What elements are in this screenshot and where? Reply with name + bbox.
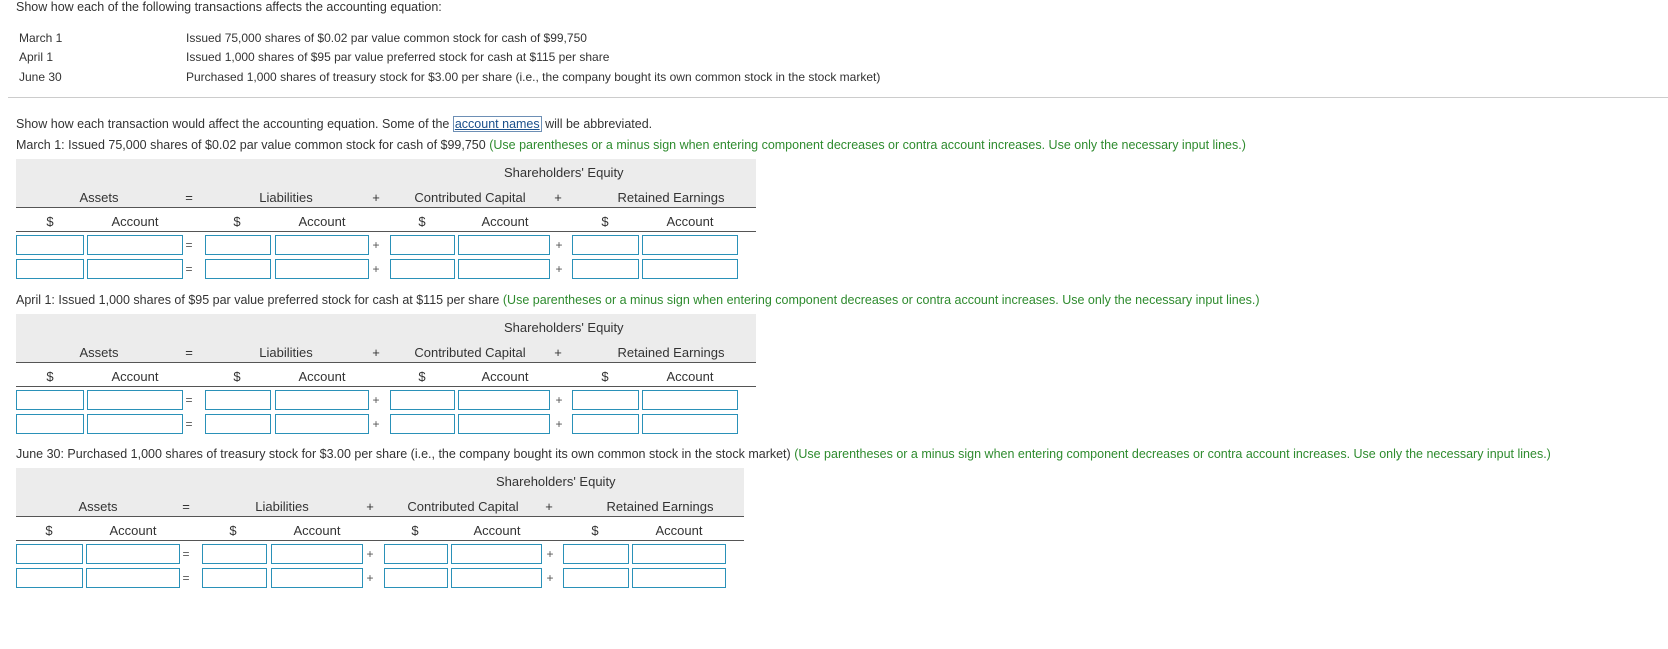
account-header: Account <box>298 369 346 384</box>
instruction-text <box>16 117 652 131</box>
retained-earnings-header: Retained Earnings <box>617 345 725 360</box>
account-header: Account <box>473 523 521 538</box>
contributed-account-input[interactable] <box>458 259 550 279</box>
plus-sign: + <box>546 571 554 585</box>
contributed-account-input[interactable] <box>458 414 550 434</box>
account-header: Account <box>666 369 714 384</box>
question-line <box>16 447 1551 461</box>
equals-sign: = <box>185 262 193 276</box>
liabilities-amount-input[interactable] <box>205 235 271 255</box>
contributed-amount-input[interactable] <box>384 544 448 564</box>
liabilities-amount-input[interactable] <box>202 544 267 564</box>
plus-header: + <box>372 345 380 360</box>
contributed-amount-input[interactable] <box>390 390 455 410</box>
assets-amount-input[interactable] <box>16 259 84 279</box>
equals-header: = <box>182 499 190 514</box>
account-header: Account <box>655 523 703 538</box>
plus-header: + <box>554 345 562 360</box>
assets-account-input[interactable] <box>87 414 183 434</box>
liabilities-amount-input[interactable] <box>205 259 271 279</box>
assets-account-input[interactable] <box>86 544 180 564</box>
dollar-header: $ <box>46 369 54 384</box>
retained-amount-input[interactable] <box>572 235 639 255</box>
dollar-header: $ <box>591 523 599 538</box>
account-header: Account <box>111 214 159 229</box>
header-band <box>16 159 756 184</box>
plus-sign: + <box>555 417 563 431</box>
liabilities-account-input[interactable] <box>271 544 363 564</box>
contributed-capital-header: Contributed Capital <box>414 345 526 360</box>
liabilities-account-input[interactable] <box>275 414 369 434</box>
plus-sign: + <box>372 417 380 431</box>
subheader-rule <box>16 540 744 541</box>
intro-text: Show how each of the following transactions affects the accounting equation: <box>16 0 442 14</box>
instruction-note: (Use parentheses or a minus sign when entering component decreases or contra account increases. Use only the necessary input lines.) <box>502 293 1260 307</box>
plus-sign: + <box>372 262 380 276</box>
contributed-amount-input[interactable] <box>390 235 455 255</box>
dollar-header: $ <box>418 214 426 229</box>
plus-header: + <box>372 190 380 205</box>
retained-earnings-header: Retained Earnings <box>606 499 714 514</box>
contributed-amount-input[interactable] <box>390 259 455 279</box>
shareholders-equity-header: Shareholders' Equity <box>496 474 616 489</box>
contributed-account-input[interactable] <box>458 390 550 410</box>
retained-amount-input[interactable] <box>572 259 639 279</box>
plus-header: + <box>366 499 374 514</box>
retained-earnings-header: Retained Earnings <box>617 190 725 205</box>
equals-sign: = <box>185 238 193 252</box>
dollar-header: $ <box>46 214 54 229</box>
equals-sign: = <box>185 417 193 431</box>
equals-header: = <box>185 345 193 360</box>
question-line <box>16 293 1260 307</box>
question-text: March 1: Issued 75,000 shares of $0.02 par value common stock for cash of $99,750 <box>16 138 486 152</box>
dollar-header: $ <box>601 214 609 229</box>
instruction-before: Show how each transaction would affect the accounting equation. Some of the <box>16 117 453 131</box>
retained-account-input[interactable] <box>642 390 738 410</box>
accounting-equation-table <box>16 159 756 284</box>
transaction-date: June 30 <box>19 70 62 84</box>
plus-sign: + <box>555 393 563 407</box>
assets-header: Assets <box>79 190 119 205</box>
equals-sign: = <box>182 571 190 585</box>
account-names-link[interactable]: account names <box>454 117 540 131</box>
liabilities-account-input[interactable] <box>275 259 369 279</box>
equals-header: = <box>185 190 193 205</box>
retained-amount-input[interactable] <box>563 544 629 564</box>
assets-amount-input[interactable] <box>16 544 83 564</box>
account-header: Account <box>481 369 529 384</box>
account-header: Account <box>109 523 157 538</box>
contributed-capital-header: Contributed Capital <box>414 190 526 205</box>
transaction-description: Issued 75,000 shares of $0.02 par value common stock for cash of $99,750 <box>186 31 587 45</box>
plus-sign: + <box>366 547 374 561</box>
assets-account-input[interactable] <box>86 568 180 588</box>
equals-sign: = <box>182 547 190 561</box>
assets-account-input[interactable] <box>87 259 183 279</box>
question-line <box>16 138 1246 152</box>
dollar-header: $ <box>233 369 241 384</box>
liabilities-amount-input[interactable] <box>202 568 267 588</box>
plus-sign: + <box>372 393 380 407</box>
account-header: Account <box>111 369 159 384</box>
contributed-account-input[interactable] <box>458 235 550 255</box>
assets-amount-input[interactable] <box>16 390 84 410</box>
liabilities-header: Liabilities <box>259 345 313 360</box>
accounting-equation-table <box>16 314 756 439</box>
retained-account-input[interactable] <box>632 568 726 588</box>
account-header: Account <box>293 523 341 538</box>
header-band <box>16 314 756 339</box>
liabilities-amount-input[interactable] <box>205 390 271 410</box>
assets-header: Assets <box>78 499 118 514</box>
transaction-description: Issued 1,000 shares of $95 par value preferred stock for cash at $115 per share <box>186 50 610 64</box>
dollar-header: $ <box>229 523 237 538</box>
dollar-header: $ <box>411 523 419 538</box>
contributed-capital-header: Contributed Capital <box>407 499 519 514</box>
retained-account-input[interactable] <box>632 544 726 564</box>
dollar-header: $ <box>45 523 53 538</box>
header-band <box>16 468 744 493</box>
dollar-header: $ <box>601 369 609 384</box>
assets-account-input[interactable] <box>87 390 183 410</box>
plus-header: + <box>545 499 553 514</box>
transaction-date: April 1 <box>19 50 54 64</box>
assets-amount-input[interactable] <box>16 568 83 588</box>
transaction-date: March 1 <box>19 31 63 45</box>
liabilities-account-input[interactable] <box>271 568 363 588</box>
retained-account-input[interactable] <box>642 259 738 279</box>
question-text: April 1: Issued 1,000 shares of $95 par value preferred stock for cash at $115 per share <box>16 293 500 307</box>
instruction-note: (Use parentheses or a minus sign when entering component decreases or contra account increases. Use only the necessary input lines.) <box>794 447 1551 461</box>
subheader-rule <box>16 231 756 232</box>
retained-amount-input[interactable] <box>563 568 629 588</box>
contributed-account-input[interactable] <box>451 544 542 564</box>
accounting-equation-table <box>16 468 744 593</box>
question-text: June 30: Purchased 1,000 shares of treasury stock for $3.00 per share (i.e., the company bought its own common stock in the stock market) <box>16 447 791 461</box>
account-header: Account <box>481 214 529 229</box>
liabilities-account-input[interactable] <box>275 235 369 255</box>
plus-sign: + <box>555 238 563 252</box>
assets-amount-input[interactable] <box>16 414 84 434</box>
plus-header: + <box>554 190 562 205</box>
plus-sign: + <box>546 547 554 561</box>
liabilities-amount-input[interactable] <box>205 414 271 434</box>
retained-account-input[interactable] <box>642 414 738 434</box>
shareholders-equity-header: Shareholders' Equity <box>504 320 624 335</box>
retained-amount-input[interactable] <box>572 390 639 410</box>
instruction-after: will be abbreviated. <box>541 117 653 131</box>
assets-header: Assets <box>79 345 119 360</box>
dollar-header: $ <box>418 369 426 384</box>
plus-sign: + <box>366 571 374 585</box>
category-rule <box>16 362 756 363</box>
contributed-account-input[interactable] <box>451 568 542 588</box>
plus-sign: + <box>372 238 380 252</box>
instruction-note: (Use parentheses or a minus sign when entering component decreases or contra account increases. Use only the necessary input lines.) <box>489 138 1246 152</box>
subheader-rule <box>16 386 756 387</box>
plus-sign: + <box>555 262 563 276</box>
liabilities-header: Liabilities <box>259 190 313 205</box>
assets-account-input[interactable] <box>87 235 183 255</box>
contributed-amount-input[interactable] <box>390 414 455 434</box>
transaction-description: Purchased 1,000 shares of treasury stock for $3.00 per share (i.e., the company bought its own common stock in the stock market) <box>186 70 881 84</box>
liabilities-account-input[interactable] <box>275 390 369 410</box>
retained-account-input[interactable] <box>642 235 738 255</box>
category-rule <box>16 207 756 208</box>
liabilities-header: Liabilities <box>255 499 309 514</box>
shareholders-equity-header: Shareholders' Equity <box>504 165 624 180</box>
retained-amount-input[interactable] <box>572 414 639 434</box>
account-header: Account <box>298 214 346 229</box>
dollar-header: $ <box>233 214 241 229</box>
contributed-amount-input[interactable] <box>384 568 448 588</box>
assets-amount-input[interactable] <box>16 235 84 255</box>
category-rule <box>16 516 744 517</box>
account-header: Account <box>666 214 714 229</box>
equals-sign: = <box>185 393 193 407</box>
divider <box>8 97 1668 98</box>
